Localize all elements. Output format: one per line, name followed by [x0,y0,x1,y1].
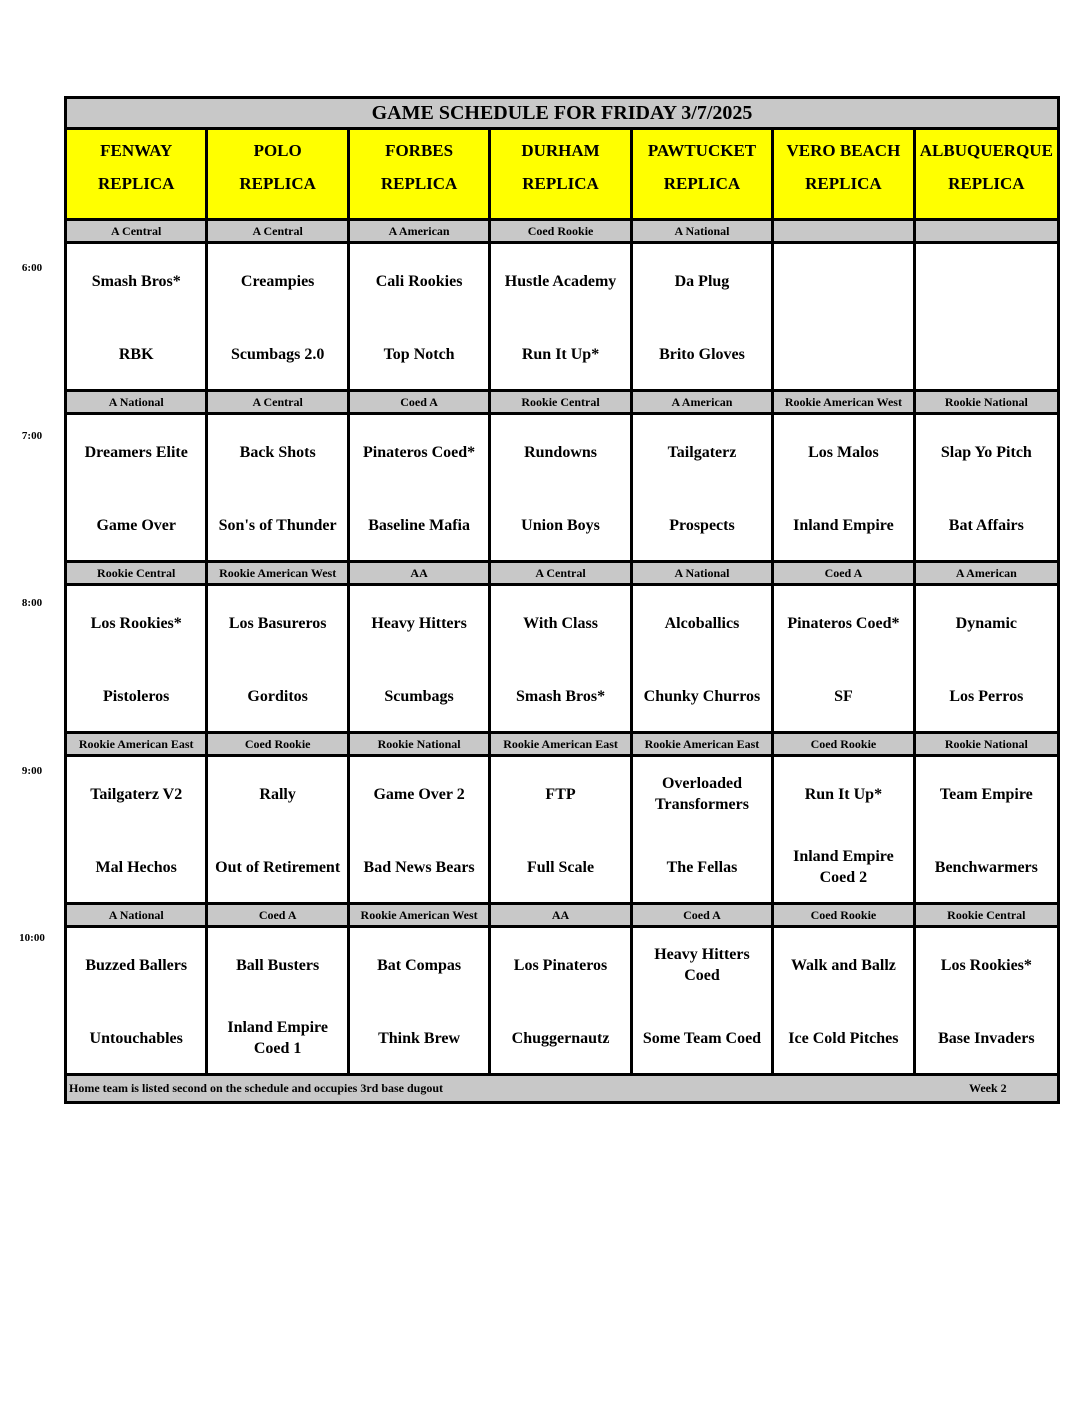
home-team [350,674,488,718]
away-team [208,430,346,474]
game-row [67,757,1057,905]
division-label: Rookie Central [491,392,632,412]
game-cell [67,586,208,731]
team-name: Hustle Academy [504,272,617,290]
team-name: Pistoleros [103,687,170,705]
division-label: Coed Rookie [774,905,915,925]
game-cell [350,928,491,1073]
away-team [916,259,1057,303]
away-team [67,601,205,645]
game-cell [491,244,632,389]
field-subtitle: REPLICA [97,174,175,193]
division-label: Coed Rookie [491,221,632,241]
home-team [67,1016,205,1060]
away-team [67,259,205,303]
team-name: Think Brew [378,1029,461,1047]
division-label: A American [350,221,491,241]
home-team [208,332,346,376]
team-name: Smash Bros* [516,687,606,705]
game-cell [774,757,915,902]
away-team [491,430,629,474]
team-name: Da Plug [674,272,730,290]
game-cell [67,244,208,389]
team-name: Run It Up* [521,345,600,363]
home-team [916,1016,1057,1060]
field-header [208,130,349,218]
division-label: A National [67,392,208,412]
field-subtitle: REPLICA [239,174,316,193]
team-name: With Class [523,614,598,632]
game-row [67,586,1057,734]
field-subtitle: REPLICA [663,174,741,193]
home-team [633,845,771,889]
game-cell [491,415,632,560]
home-team [67,845,205,889]
field-header-row [67,130,1057,221]
home-team [491,503,629,547]
home-team [633,1016,771,1060]
home-team [350,1016,488,1060]
division-label [774,221,915,241]
home-team [491,674,629,718]
field-name: POLO [253,141,302,160]
home-team [916,332,1057,376]
away-team [774,259,912,303]
game-cell [491,586,632,731]
division-label: A National [67,905,208,925]
team-name: Top Notch [383,345,455,363]
game-cell [633,928,774,1073]
division-label: AA [491,905,632,925]
team-name: The Fellas [666,858,738,876]
game-cell [916,586,1057,731]
game-cell [491,757,632,902]
game-cell [633,244,774,389]
home-team [491,845,629,889]
team-name: Slap Yo Pitch [940,443,1032,461]
home-team [67,674,205,718]
team-name: Benchwarmers [934,858,1038,876]
field-header [350,130,491,218]
home-team [491,332,629,376]
division-label: Coed Rookie [208,734,349,754]
division-row [67,392,1057,415]
team-name: Game Over 2 [373,785,465,803]
game-cell [774,928,915,1073]
division-label: Coed A [633,905,774,925]
home-team [774,503,912,547]
home-team [67,332,205,376]
away-team [67,430,205,474]
home-team [774,845,912,889]
footer-note: Home team is listed second on the schedule and occupies 3rd base dugout [69,1081,444,1095]
away-team [350,772,488,816]
away-team [633,601,771,645]
game-cell [633,415,774,560]
team-name: Dynamic [955,614,1017,632]
game-cell [208,586,349,731]
away-team [350,430,488,474]
team-name: Full Scale [526,858,595,876]
field-name: VERO BEACH [786,141,901,160]
game-cell [350,244,491,389]
away-team [633,943,771,987]
field-subtitle: REPLICA [380,174,458,193]
team-name: Bad News Bears [363,858,475,876]
division-label: Rookie American West [350,905,491,925]
away-team [916,430,1057,474]
time-label: 8:00 [21,597,43,609]
team-name: SF [834,687,853,705]
division-label: Coed Rookie [774,734,915,754]
field-name: FENWAY [100,141,173,160]
away-team [916,772,1057,816]
home-team [208,674,346,718]
away-team [633,772,771,816]
team-name: Brito Gloves [659,345,745,363]
team-name: Chuggernautz [511,1029,610,1047]
away-team [491,259,629,303]
team-name: Out of Retirement [215,858,341,876]
field-subtitle: REPLICA [522,174,599,193]
game-cell [350,757,491,902]
time-label: 7:00 [21,430,43,442]
away-team [774,430,912,474]
game-row [67,244,1057,392]
game-cell [491,928,632,1073]
away-team [491,601,629,645]
home-team [774,674,912,718]
away-team [774,943,912,987]
division-label [916,221,1057,241]
game-cell [916,415,1057,560]
away-team [208,259,346,303]
team-name: Some Team Coed [642,1029,762,1047]
away-team [633,430,771,474]
away-team [491,772,629,816]
team-name: Bat Affairs [948,516,1024,534]
team-name: Heavy Hitters [371,614,467,632]
division-label: AA [350,563,491,583]
team-name: Base Invaders [938,1029,1035,1047]
team-name: Walk and Ballz [790,956,896,974]
field-header [774,130,915,218]
division-label: Rookie American East [633,734,774,754]
team-name: Son's of Thunder [218,516,337,534]
team-name: Los Pinateros [513,956,608,974]
away-team [491,943,629,987]
game-row [67,415,1057,563]
away-team [350,943,488,987]
away-team [633,259,771,303]
division-label: Rookie National [350,734,491,754]
field-name: PAWTUCKET [647,141,757,160]
away-team [350,259,488,303]
home-team [350,845,488,889]
division-row [67,563,1057,586]
away-team [67,943,205,987]
home-team [916,674,1057,718]
team-name: FTP [545,785,576,803]
team-name: Pinateros Coed* [363,443,476,461]
team-name: Team Empire [939,785,1033,803]
team-name: Scumbags 2.0 [230,345,325,363]
game-cell [633,757,774,902]
field-name: ALBUQUERQUE [919,141,1053,160]
team-name: Overloaded Transformers [655,775,749,813]
team-name: Inland Empire Coed 2 [793,848,894,886]
team-name: Cali Rookies [375,272,463,290]
time-label: 10:00 [19,932,45,944]
game-cell [208,244,349,389]
game-cell [208,415,349,560]
away-team [208,601,346,645]
team-name: Smash Bros* [91,272,181,290]
home-team [774,1016,912,1060]
team-name: Los Malos [808,443,879,461]
team-name: Prospects [669,516,735,534]
home-team [67,503,205,547]
division-label: Rookie Central [67,563,208,583]
division-label: A Central [67,221,208,241]
away-team [916,943,1057,987]
team-name: Los Rookies* [940,956,1032,974]
division-label: Rookie American West [774,392,915,412]
away-team [916,601,1057,645]
team-name: Gorditos [247,687,308,705]
field-name: DURHAM [521,141,600,160]
team-name: Tailgaterz V2 [90,785,183,803]
team-name: Rundowns [524,443,597,461]
away-team [774,772,912,816]
team-name: Back Shots [239,443,316,461]
week-label: Week 2 [969,1081,1007,1095]
game-cell [350,415,491,560]
team-name: Tailgaterz [667,443,737,461]
division-label: Rookie National [916,392,1057,412]
division-label: Rookie National [916,734,1057,754]
home-team [633,332,771,376]
team-name: Untouchables [89,1029,183,1047]
field-header [67,130,208,218]
team-name: Scumbags [384,687,454,705]
game-cell [633,586,774,731]
game-row [67,928,1057,1076]
team-name: Los Basureros [228,614,327,632]
field-header [491,130,632,218]
home-team [633,503,771,547]
away-team [208,772,346,816]
division-label: Rookie American East [67,734,208,754]
team-name: Heavy Hitters Coed [654,946,750,984]
home-team [916,503,1057,547]
division-label: Rookie American West [208,563,349,583]
division-label: A Central [208,221,349,241]
schedule-table [64,96,1060,1104]
division-label: Rookie Central [916,905,1057,925]
team-name: Los Perros [949,687,1024,705]
game-cell [916,928,1057,1073]
game-cell [774,586,915,731]
away-team [208,943,346,987]
game-cell [67,928,208,1073]
team-name: Baseline Mafia [368,516,470,534]
game-cell [67,757,208,902]
division-row [67,905,1057,928]
team-name: Mal Hechos [95,858,177,876]
home-team [208,1016,346,1060]
game-cell [208,928,349,1073]
game-cell [774,244,915,389]
division-label: A American [633,392,774,412]
game-cell [774,415,915,560]
game-cell [350,586,491,731]
time-label: 9:00 [21,765,43,777]
game-cell [208,757,349,902]
page-title: GAME SCHEDULE FOR FRIDAY 3/7/2025 [67,99,1057,130]
division-label: A National [633,563,774,583]
field-subtitle: REPLICA [805,174,882,193]
away-team [350,601,488,645]
home-team [774,332,912,376]
division-label: A National [633,221,774,241]
team-name: Creampies [240,272,315,290]
home-team [491,1016,629,1060]
division-label: Coed A [350,392,491,412]
game-cell [916,244,1057,389]
team-name: Inland Empire Coed 1 [227,1019,328,1057]
team-name: Union Boys [521,516,600,534]
team-name: Pinateros Coed* [787,614,900,632]
game-cell [67,415,208,560]
home-team [350,332,488,376]
team-name: Game Over [96,516,176,534]
field-header [633,130,774,218]
team-name: Chunky Churros [643,687,761,705]
division-label: A Central [208,392,349,412]
team-name: Rally [259,785,296,803]
team-name: Ball Busters [236,956,320,974]
team-name: RBK [118,345,154,363]
team-name: Alcoballics [664,614,740,632]
division-label: Coed A [208,905,349,925]
home-team [208,845,346,889]
division-row [67,734,1057,757]
home-team [633,674,771,718]
division-label: A American [916,563,1057,583]
division-row [67,221,1057,244]
team-name: Buzzed Ballers [85,956,188,974]
team-name: Dreamers Elite [84,443,188,461]
division-label: Coed A [774,563,915,583]
division-label: A Central [491,563,632,583]
team-name: Ice Cold Pitches [788,1029,899,1047]
footer-bar [67,1076,1057,1101]
division-label: Rookie American East [491,734,632,754]
field-subtitle: REPLICA [948,174,1025,193]
time-label: 6:00 [21,262,43,274]
field-header [916,130,1057,218]
game-cell [916,757,1057,902]
home-team [350,503,488,547]
team-name: Inland Empire [793,516,894,534]
away-team [774,601,912,645]
team-name: Run It Up* [804,785,883,803]
team-name: Bat Compas [377,956,462,974]
home-team [208,503,346,547]
home-team [916,845,1057,889]
field-name: FORBES [385,141,454,160]
away-team [67,772,205,816]
team-name: Los Rookies* [90,614,182,632]
